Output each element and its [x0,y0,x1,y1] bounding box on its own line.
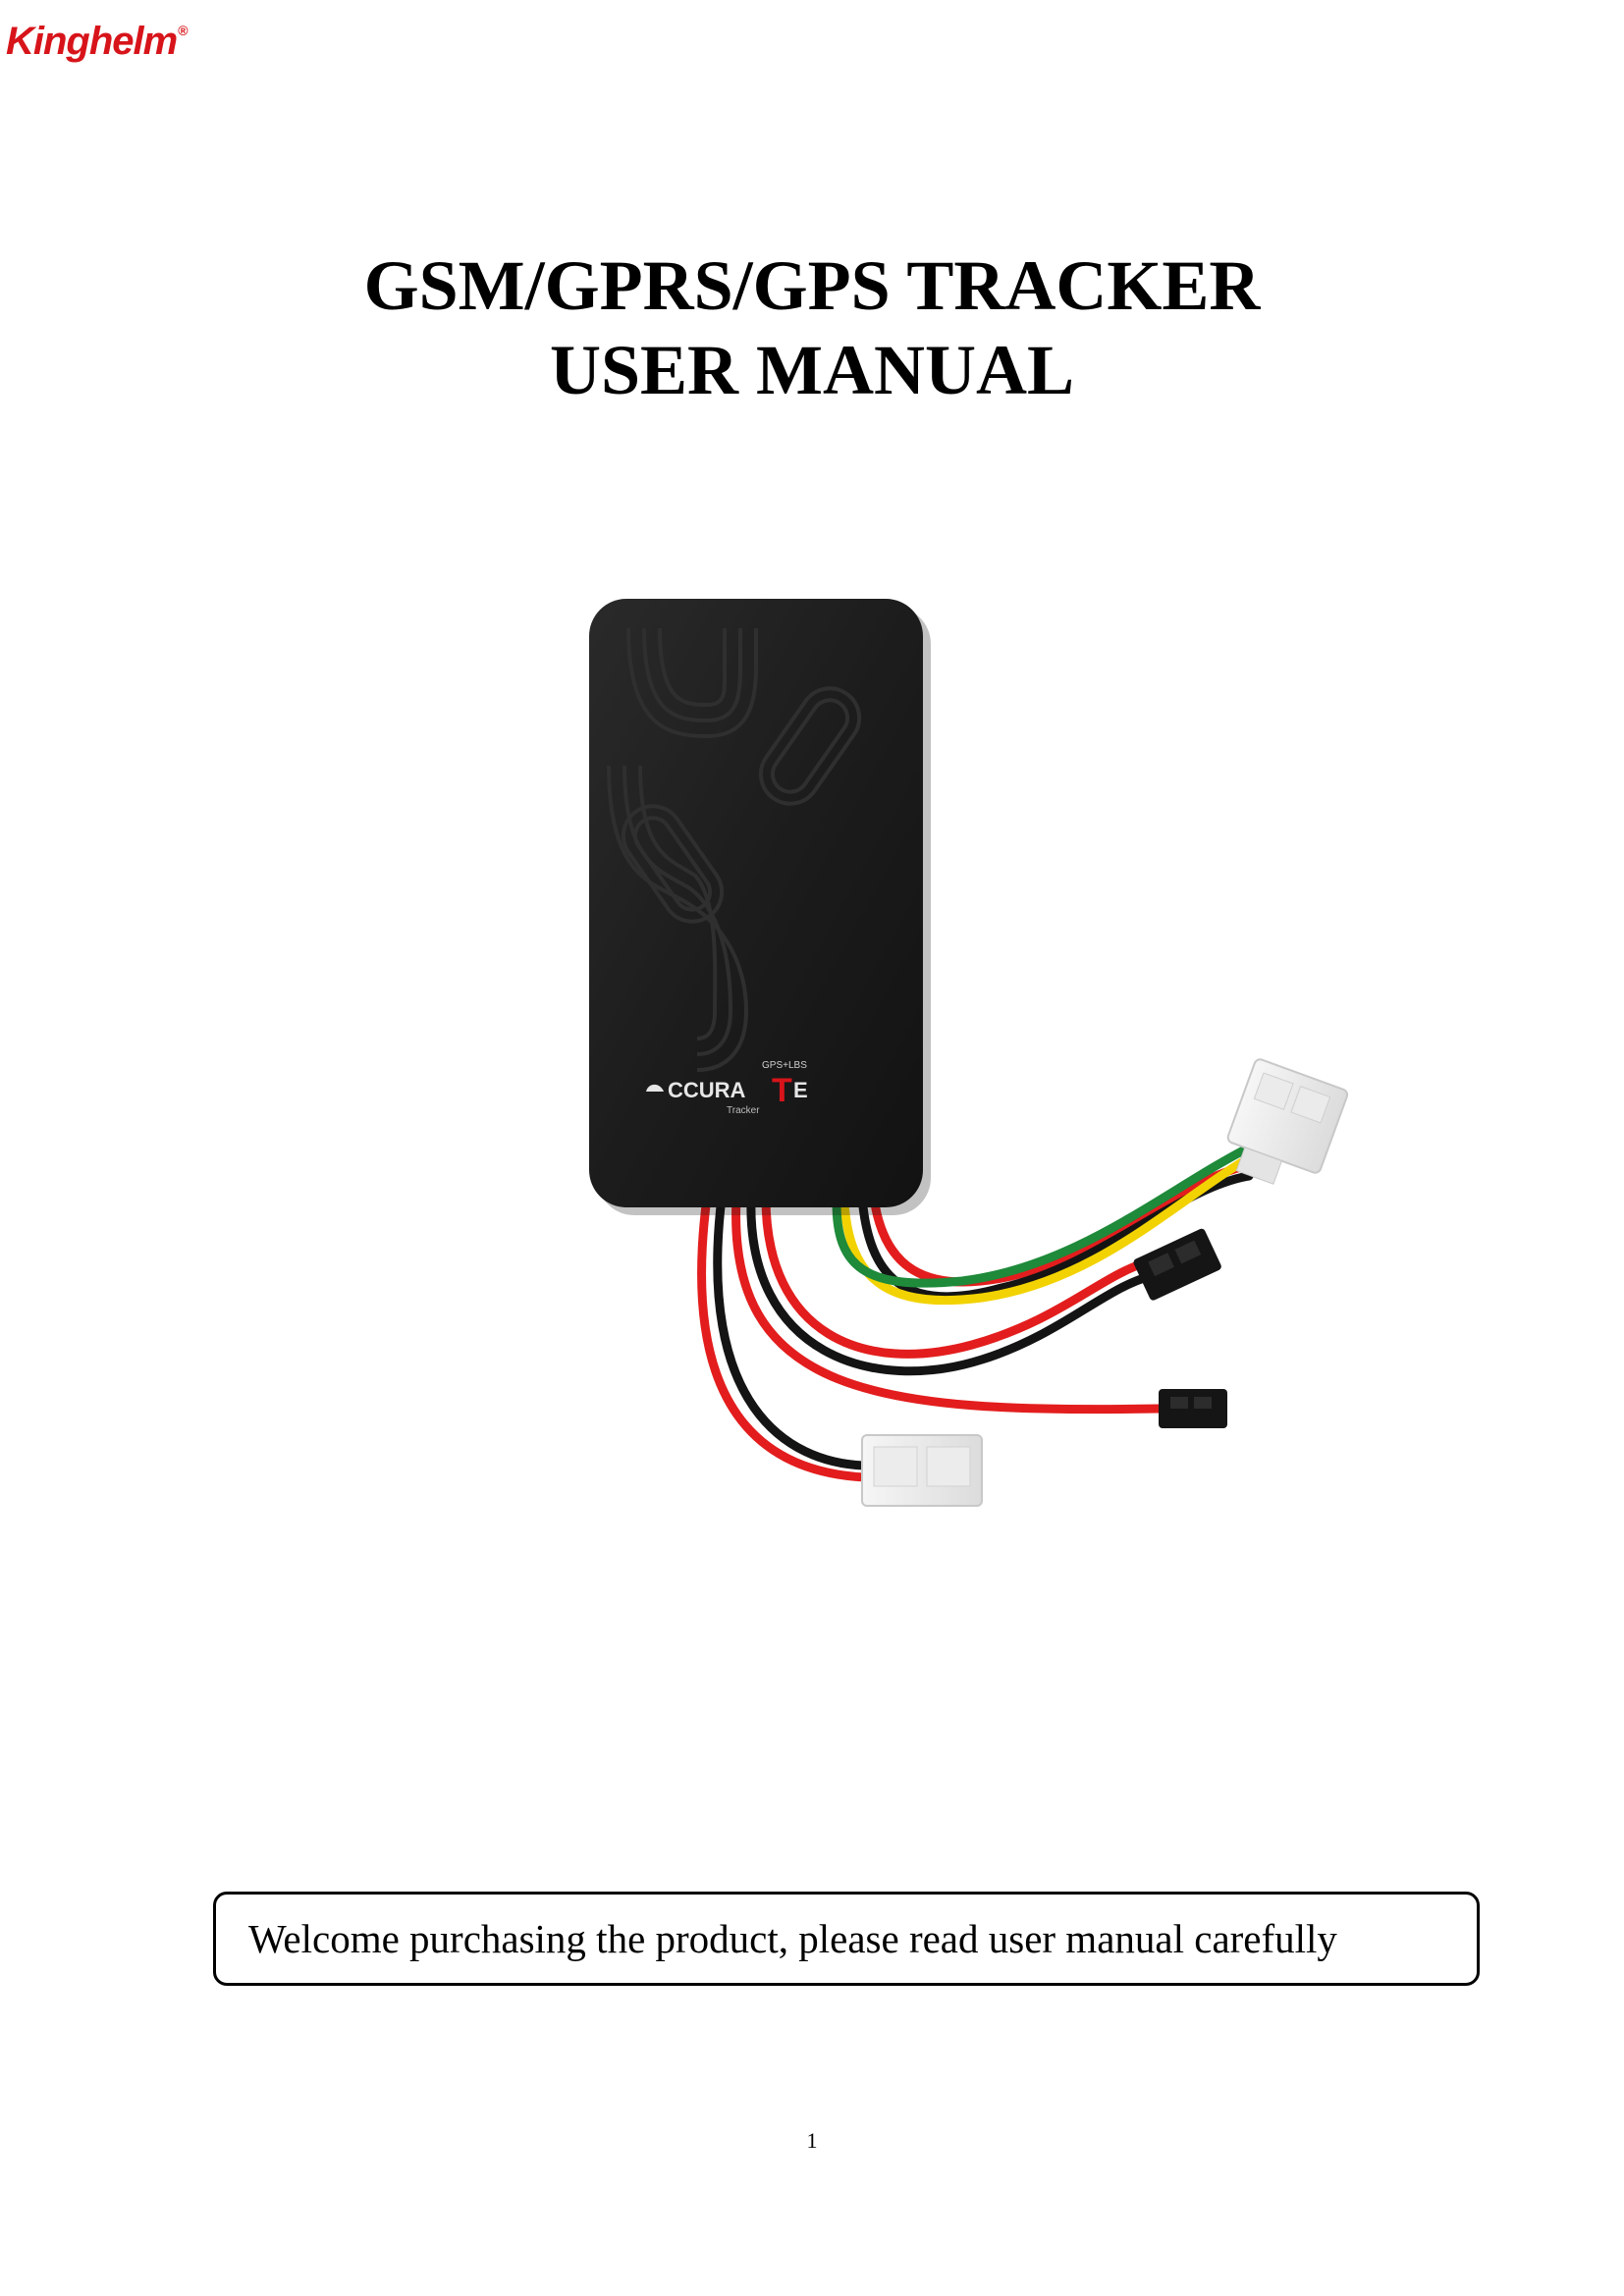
welcome-notice-box [213,1892,1480,1986]
device-logo-badge: GPS+LBS [762,1060,807,1071]
title-line-2: USER MANUAL [549,331,1075,409]
black-plug-middle [1132,1227,1222,1301]
gps-tracker-product-image [550,589,1375,1571]
device-logo-letter-t: T [772,1072,792,1109]
title-line-1: GSM/GPRS/GPS TRACKER [363,246,1261,325]
device-logo-text: CCURA [668,1078,746,1102]
device-logo-subtext: Tracker [727,1105,760,1116]
device-logo-letter-e: E [793,1078,808,1102]
welcome-notice-text: Welcome purchasing the product, please read user manual carefully [248,1915,1337,1961]
registered-mark: ® [178,23,188,38]
white-connector-bottom [862,1435,982,1506]
page-number: 1 [806,2128,818,2153]
brand-logo [6,22,188,61]
wire-red-middle [766,1198,1149,1354]
document-title [0,243,1624,412]
brand-logo-text: Kinghelm [6,20,178,63]
black-plug-small [1159,1389,1227,1428]
